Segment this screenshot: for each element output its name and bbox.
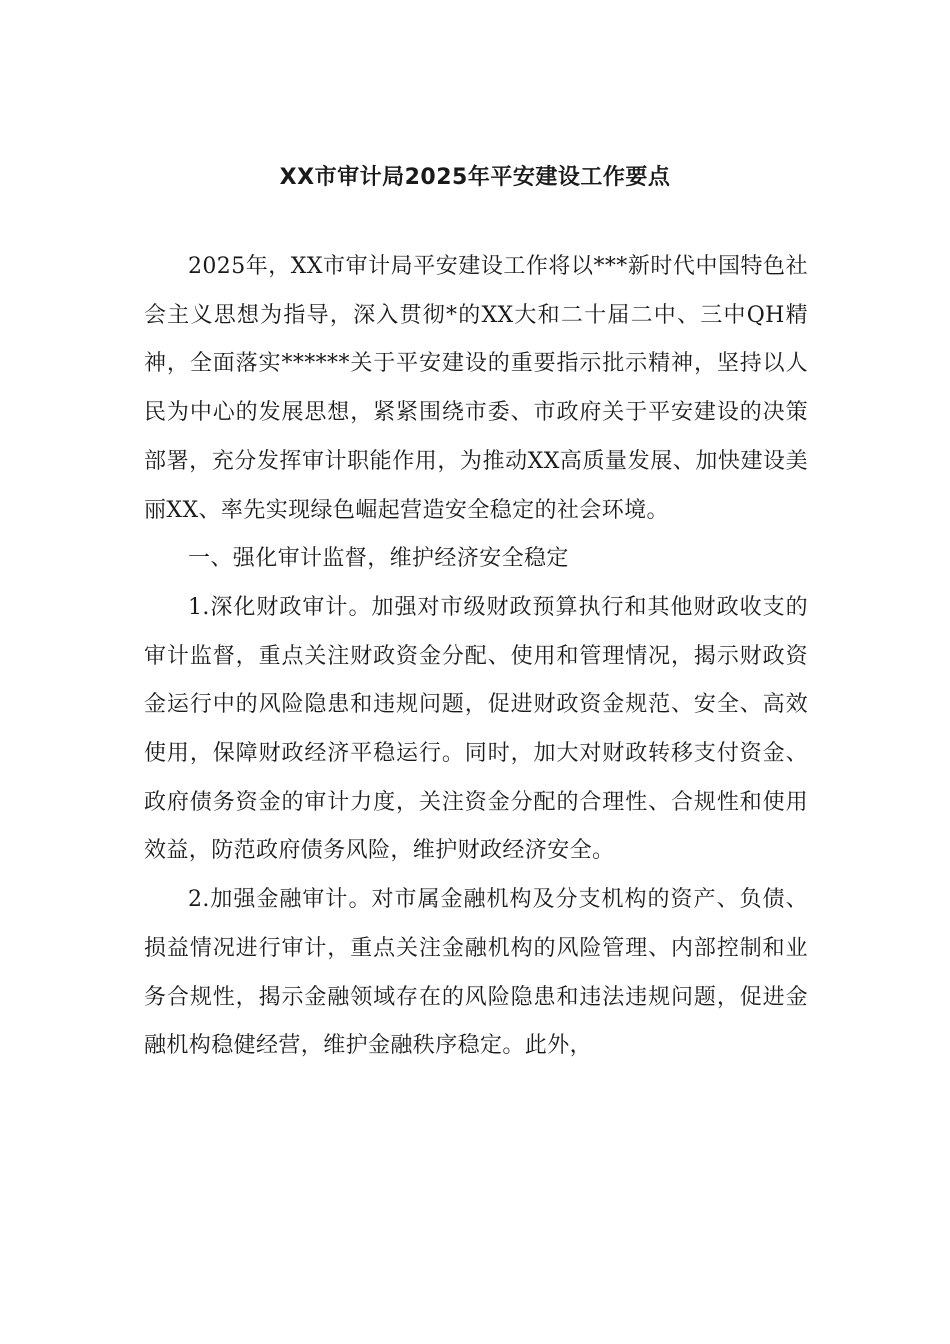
section-heading-1: 一、强化审计监督，维护经济安全稳定 xyxy=(188,546,569,572)
document-title: XX市审计局2025年平安建设工作要点 xyxy=(279,165,671,190)
paragraph-item-1: 1.深化财政审计。加强对市级财政预算执行和其他财政收支的审计监督，重点关注财政资金分配、使用和管理情况，揭示财政资金运行中的风险隐患和违规问题，促进财政资金规范、安全、高效使用，保障财政经济平稳运行。同时，加大对财政转移支付资金、政府债务资金的审计力度，关注资金分配的合理性、合规性和使用效益，防范政府债务风险，维护财政经济安全。 xyxy=(144,594,808,864)
document-body xyxy=(144,243,808,1071)
paragraph-intro: 2025年，XX市审计局平安建设工作将以***新时代中国特色社会主义思想为指导，深入贯彻*的XX大和二十届二中、三中QH精神，全面落实******关于平安建设的重要指示批示精神，坚持以人民为中心的发展思想，紧紧围绕市委、市政府关于平安建设的决策部署，充分发挥审计职能作用，为推动XX高质量发展、加快建设美丽XX、率先实现绿色崛起营造安全稳定的社会环境。 xyxy=(144,254,808,523)
paragraph-item-2: 2.加强金融审计。对市属金融机构及分支机构的资产、负债、损益情况进行审计，重点关注金融机构的风险管理、内部控制和业务合规性，揭示金融领域存在的风险隐患和违法违规问题，促进金融机构稳健经营，维护金融秩序稳定。此外， xyxy=(144,887,808,1059)
